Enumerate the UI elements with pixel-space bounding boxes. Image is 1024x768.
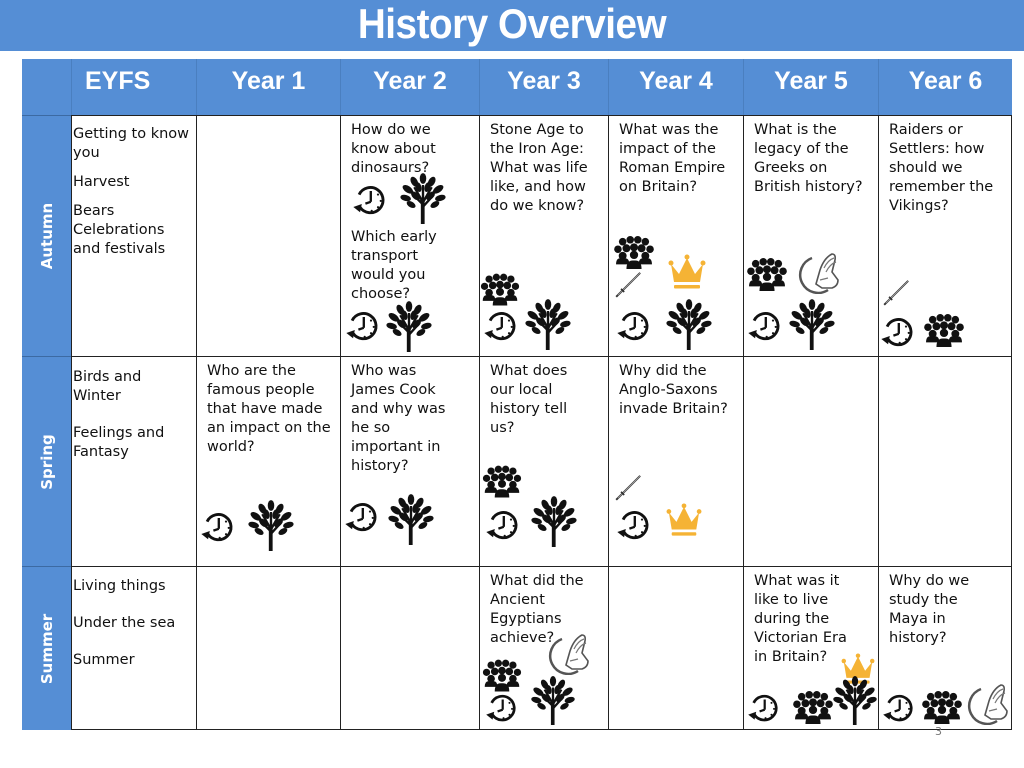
family-tree-icon — [247, 499, 295, 551]
religion-praying-hands-icon — [548, 631, 592, 675]
community-people-icon — [746, 258, 788, 292]
topic: Summer — [73, 652, 135, 668]
enquiry-question: What is the legacy of the Greeks on British history? — [754, 122, 863, 195]
summer-year-1-cell — [196, 566, 340, 730]
conflict-sword-icon — [881, 274, 913, 310]
chronology-clock-icon — [746, 691, 780, 725]
spring-year-3-cell — [479, 356, 608, 566]
family-tree-icon — [399, 172, 447, 224]
column-header-year-6: Year 6 — [878, 59, 1012, 115]
topic: Feelings and Fantasy — [73, 425, 165, 460]
autumn-year-3-cell — [479, 115, 608, 356]
community-people-icon — [792, 691, 834, 725]
topic: Harvest — [73, 174, 130, 190]
family-tree-icon — [530, 675, 576, 725]
topic: Getting to know you — [73, 126, 190, 161]
chronology-clock-icon — [746, 308, 782, 344]
spring-year-4-cell — [608, 356, 743, 566]
page-title: History Overview — [357, 0, 667, 47]
chronology-clock-icon — [615, 308, 651, 344]
chronology-clock-icon — [344, 308, 380, 344]
autumn-year-1-cell — [196, 115, 340, 356]
monarchy-crown-icon — [665, 503, 703, 537]
header-row — [22, 59, 1012, 115]
column-header-eyfs: EYFS — [71, 59, 196, 115]
season-label-summer — [22, 566, 71, 730]
community-people-icon — [923, 314, 965, 348]
summer-year-5-cell — [743, 566, 878, 730]
autumn-year-4-cell — [608, 115, 743, 356]
chronology-clock-icon — [199, 509, 235, 545]
summer-year-6-cell — [878, 566, 1012, 730]
family-tree-icon — [530, 495, 578, 547]
community-people-icon — [613, 236, 655, 270]
family-tree-icon — [524, 298, 572, 350]
enquiry-question: Who was James Cook and why was he so important in history? — [351, 363, 446, 474]
enquiry-question: Which early transport would you choose? — [351, 229, 437, 302]
column-header-year-2: Year 2 — [340, 59, 479, 115]
religion-praying-hands-icon — [798, 250, 842, 294]
season-label-autumn — [22, 115, 71, 356]
chronology-clock-icon — [615, 507, 651, 543]
spring-year-2-cell — [340, 356, 479, 566]
page-number: 3 — [935, 725, 942, 738]
column-header-year-3: Year 3 — [479, 59, 608, 115]
column-header-year-4: Year 4 — [608, 59, 743, 115]
enquiry-question: What did the Ancient Egyptians achieve? — [490, 573, 584, 646]
enquiry-question: What was it like to live during the Victorian Era in Britain? — [754, 573, 847, 665]
chronology-clock-icon — [881, 691, 915, 725]
chronology-clock-icon — [484, 691, 518, 725]
history-overview-table — [22, 59, 1012, 730]
chronology-clock-icon — [482, 308, 518, 344]
spring-year-1-cell — [196, 356, 340, 566]
autumn-year-2-cell — [340, 115, 479, 356]
summer-year-4-cell — [608, 566, 743, 730]
community-people-icon — [921, 691, 963, 725]
column-header-year-1: Year 1 — [196, 59, 340, 115]
season-name: Autumn — [37, 202, 56, 270]
conflict-sword-icon — [613, 266, 645, 302]
title-bar — [0, 0, 1024, 51]
summer-year-2-cell — [340, 566, 479, 730]
family-tree-icon — [387, 493, 435, 545]
autumn-eyfs-cell — [71, 115, 196, 356]
family-tree-icon — [385, 300, 433, 352]
season-name: Spring — [37, 433, 56, 490]
spring-eyfs-cell — [71, 356, 196, 566]
enquiry-question: How do we know about dinosaurs? — [351, 122, 436, 176]
enquiry-question: What was the impact of the Roman Empire on Britain? — [619, 122, 726, 195]
summer-year-3-cell — [479, 566, 608, 730]
monarchy-crown-icon — [667, 254, 707, 290]
enquiry-question: Why did the Anglo-Saxons invade Britain? — [619, 363, 728, 417]
autumn-year-6-cell — [878, 115, 1012, 356]
chronology-clock-icon — [351, 182, 387, 218]
chronology-clock-icon — [484, 507, 520, 543]
season-name: Summer — [37, 613, 56, 684]
spring-year-5-cell — [743, 356, 878, 566]
enquiry-question: What does our local history tell us? — [490, 363, 568, 436]
topic: Bears Celebrations and festivals — [73, 203, 166, 257]
chronology-clock-icon — [343, 499, 379, 535]
conflict-sword-icon — [613, 469, 645, 505]
enquiry-question: Why do we study the Maya in history? — [889, 573, 970, 646]
community-people-icon — [482, 659, 522, 693]
column-header-year-5: Year 5 — [743, 59, 878, 115]
religion-praying-hands-icon — [967, 681, 1011, 725]
topic: Under the sea — [73, 615, 176, 631]
chronology-clock-icon — [879, 314, 915, 350]
summer-eyfs-cell — [71, 566, 196, 730]
enquiry-question: Stone Age to the Iron Age: What was life like, and how do we know? — [490, 122, 588, 214]
topic: Living things — [73, 578, 166, 594]
family-tree-icon — [832, 675, 878, 725]
enquiry-question: Who are the famous people that have made an impact on the world? — [207, 363, 331, 455]
enquiry-question: Raiders or Settlers: how should we remember the Vikings? — [889, 122, 994, 214]
season-label-spring — [22, 356, 71, 566]
family-tree-icon — [665, 298, 713, 350]
spring-year-6-cell — [878, 356, 1012, 566]
community-people-icon — [482, 465, 522, 499]
family-tree-icon — [788, 298, 836, 350]
community-people-icon — [480, 273, 520, 307]
topic: Birds and Winter — [73, 369, 142, 404]
autumn-year-5-cell — [743, 115, 878, 356]
